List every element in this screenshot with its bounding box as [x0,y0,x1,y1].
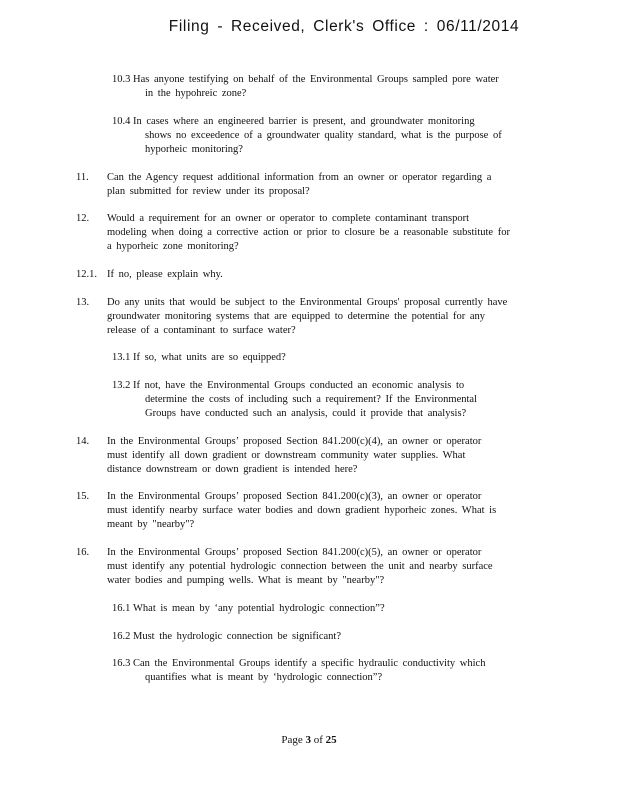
page-footer [0,734,618,746]
question-text-line: must identify any potential hydrologic connection between the unit and nearby surface [107,561,493,572]
question-number: 16.2 [112,631,131,642]
question-number: 12. [76,213,90,224]
question-text-line: plan submitted for review under its proposal? [107,186,310,197]
question-text-line: shows no exceedence of a groundwater quality standard, what is the purpose of [145,130,502,141]
question-text-line: Can the Environmental Groups identify a specific hydraulic conductivity which [133,658,486,669]
question-text-line: If so, what units are so equipped? [133,352,286,363]
question-text-line: release of a contaminant to surface water? [107,325,296,336]
question-text-line: If not, have the Environmental Groups conducted an economic analysis to [133,380,465,391]
question-text-line: a hyporheic zone monitoring? [107,241,239,252]
question-text-line: Can the Agency request additional information from an owner or operator regarding a [107,172,492,183]
filing-header: Filing - Received, Clerk's Office : 06/11/2014 [168,18,520,35]
question-number: 16.1 [112,603,131,614]
question-text-line: meant by "nearby"? [107,519,195,530]
question-text-line: In the Environmental Groups’ proposed Section 841.200(c)(4), an owner or operator [107,436,482,447]
question-text-line: groundwater monitoring systems that are equipped to determine the potential for any [107,311,486,322]
question-number: 13.2 [112,380,131,391]
question-text-line: Has anyone testifying on behalf of the Environmental Groups sampled pore water [133,74,499,85]
question-text-line: In cases where an engineered barrier is present, and groundwater monitoring [133,116,475,127]
question-text-line: in the hypohreic zone? [145,88,247,99]
question-text-line: quantifies what is meant by ‘hydrologic connection”? [145,672,383,683]
question-number: 12.1. [76,269,97,280]
question-number: 16. [76,547,90,558]
question-number: 16.3 [112,658,131,669]
question-number: 15. [76,491,90,502]
question-text-line: hyporheic monitoring? [145,144,243,155]
question-number: 13. [76,297,90,308]
question-text-line: Would a requirement for an owner or operator to complete contaminant transport [107,213,469,224]
question-text-line: In the Environmental Groups’ proposed Section 841.200(c)(3), an owner or operator [107,491,482,502]
question-text-line: must identify all down gradient or downstream community water supplies. What [107,450,466,461]
question-number: 14. [76,436,90,447]
question-text-line: What is mean by ‘any potential hydrologic connection”? [133,603,385,614]
question-text-line: must identify nearby surface water bodies and down gradient hyporheic zones. What is [107,505,497,516]
page-number: 3 [305,734,311,746]
question-number: 10.3 [112,74,131,85]
question-text-line: Do any units that would be subject to the Environmental Groups' proposal currently have [107,297,508,308]
question-text-line: Groups have conducted such an analysis, could it provide that analysis? [145,408,467,419]
page-of: of [313,734,323,746]
question-text-line: distance downstream or down gradient is intended here? [107,464,358,475]
question-text-line: water bodies and pumping wells. What is meant by "nearby"? [107,575,385,586]
question-number: 10.4 [112,116,131,127]
page-total: 25 [325,734,337,746]
page-label: Page [281,734,303,746]
question-text-line: determine the costs of including such a requirement? If the Environmental [145,394,477,405]
question-text-line: Must the hydrologic connection be significant? [133,631,341,642]
question-number: 11. [76,172,89,183]
question-text-line: modeling when doing a corrective action or prior to closure be a reasonable substitute for [107,227,510,238]
question-text-line: In the Environmental Groups’ proposed Section 841.200(c)(5), an owner or operator [107,547,482,558]
question-number: 13.1 [112,352,131,363]
question-text-line: If no, please explain why. [107,269,223,280]
